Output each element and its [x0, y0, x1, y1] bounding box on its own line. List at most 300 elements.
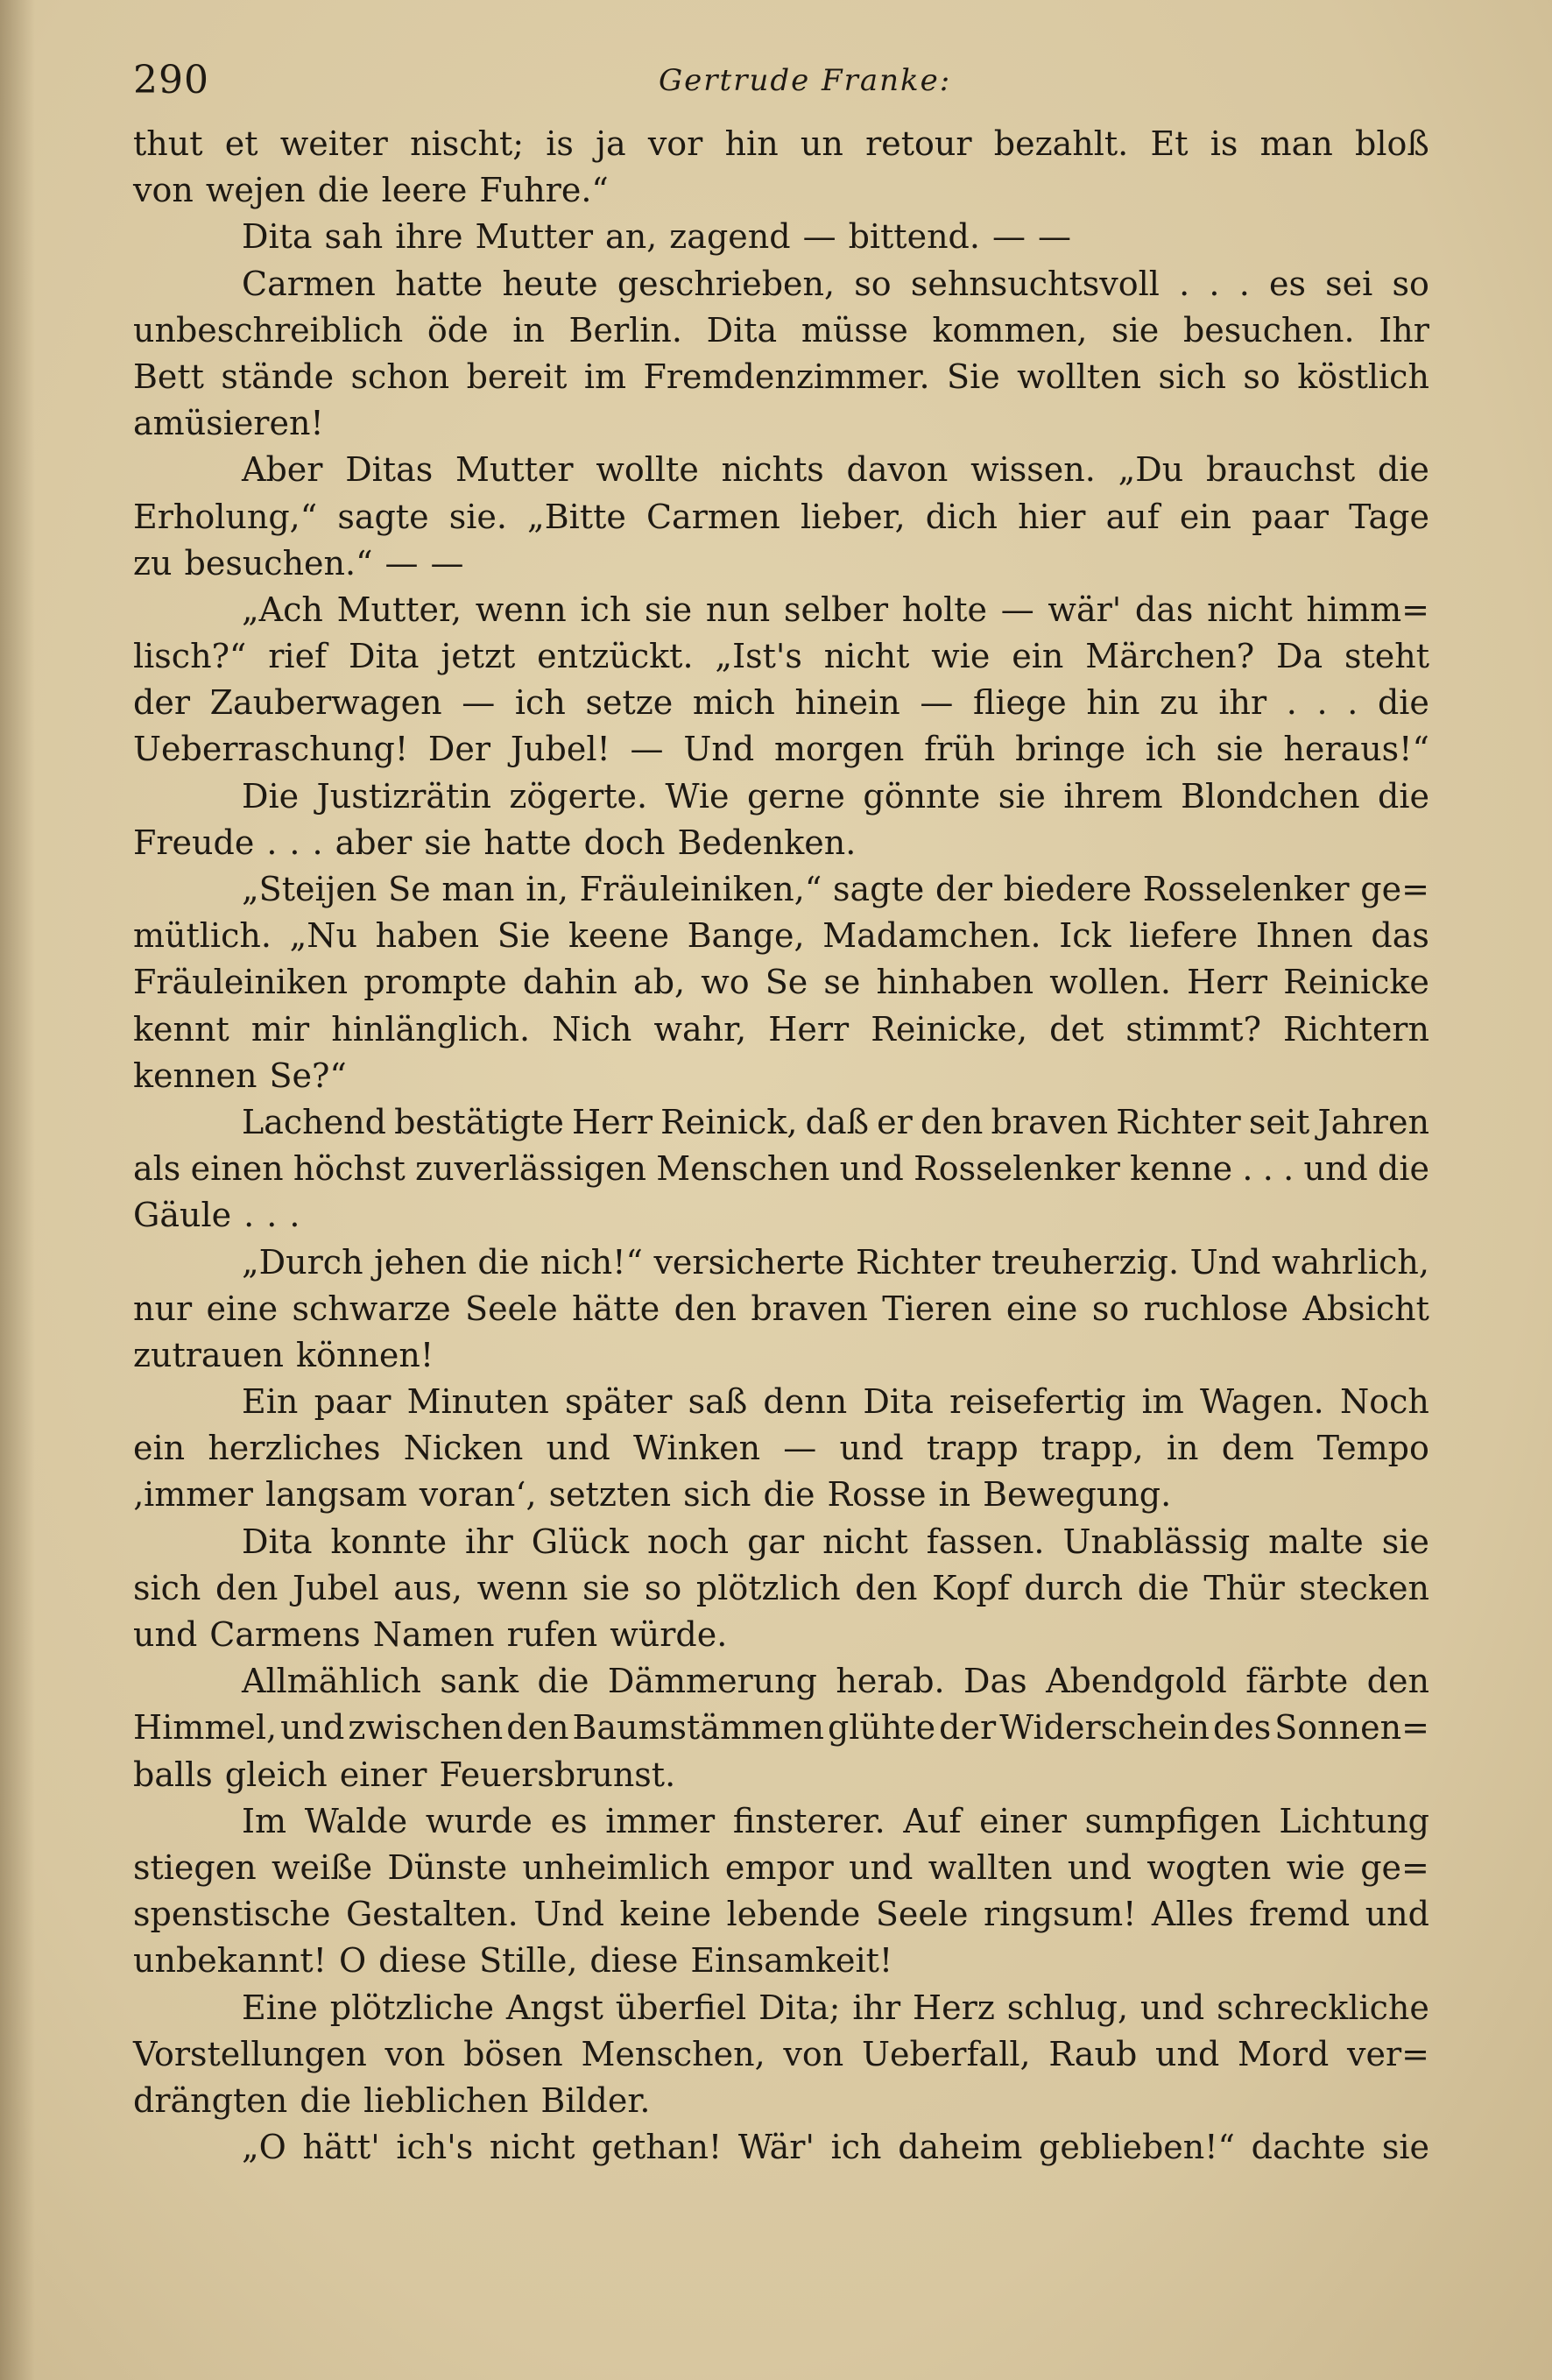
word: Ein	[242, 1382, 299, 1422]
word: ihre	[395, 217, 463, 257]
word: als	[133, 1149, 181, 1189]
word: und	[839, 1429, 904, 1468]
text-line-words	[133, 354, 1429, 400]
word: Carmen	[645, 497, 780, 536]
word: ab,	[633, 963, 686, 1002]
text-line-words	[133, 1146, 1429, 1192]
word: herab.	[836, 1662, 945, 1701]
word: Menschen	[656, 1149, 830, 1189]
word: sei	[1325, 264, 1373, 303]
word: rufen	[506, 1615, 598, 1654]
word: Abendgold	[1046, 1662, 1227, 1701]
word: keene	[568, 916, 669, 956]
word: ihr	[1218, 683, 1267, 723]
word: sagte	[832, 870, 925, 908]
word: Alles	[1151, 1895, 1234, 1934]
word: schon	[350, 357, 450, 396]
word: Seele	[875, 1895, 969, 1934]
word: und	[1139, 1988, 1205, 2027]
word: Bange,	[687, 916, 805, 956]
text-line	[133, 400, 1429, 447]
word: einer	[979, 1801, 1067, 1840]
word: dem	[1221, 1429, 1295, 1468]
word: schreckliche	[1217, 1988, 1429, 2027]
word: die	[1377, 683, 1429, 723]
word: ein	[1012, 637, 1064, 676]
word: Reinicke,	[871, 1009, 1028, 1049]
word: er	[877, 1102, 913, 1141]
word: hätte	[572, 1289, 660, 1328]
word: Jahren	[1317, 1102, 1429, 1141]
word: Und	[1189, 1242, 1261, 1282]
word: Bewegung.	[983, 1475, 1172, 1515]
word: .	[266, 823, 278, 862]
word: bittend.	[848, 217, 980, 257]
word: .	[1179, 264, 1190, 303]
word: kenne	[1130, 1149, 1233, 1189]
word: braven	[751, 1289, 868, 1328]
word: jetzt	[441, 637, 516, 676]
word: Dünste	[387, 1847, 508, 1887]
word: morgen	[773, 730, 905, 769]
word: die	[317, 171, 370, 210]
word: treuherzig.	[991, 1242, 1180, 1282]
word: ringsum!	[984, 1895, 1137, 1934]
word: wo	[701, 963, 750, 1002]
text-line	[133, 1565, 1429, 1612]
text-line-words	[133, 1053, 1429, 1099]
word: .	[1262, 1149, 1273, 1189]
word: kennen	[133, 1056, 257, 1095]
text-line	[133, 1845, 1429, 1891]
word: ich	[580, 590, 631, 629]
word: Glück	[531, 1522, 630, 1561]
word: sich	[683, 1475, 751, 1515]
word: Madamchen.	[822, 916, 1041, 956]
word: Mutter	[475, 217, 594, 257]
word: wie	[931, 637, 991, 676]
word: Richtern	[1283, 1009, 1429, 1049]
word: liefere	[1129, 916, 1238, 956]
word: ein	[1179, 497, 1232, 536]
word: es	[550, 1801, 588, 1840]
text-line	[133, 820, 1429, 866]
word: ihrem	[1063, 776, 1163, 816]
word: .	[1316, 683, 1328, 723]
word: Rosselenker	[914, 1149, 1120, 1189]
word: hatte	[483, 823, 572, 862]
text-line	[133, 261, 1429, 307]
text-line	[133, 1053, 1429, 1099]
word: ich	[514, 683, 566, 723]
word: Absicht	[1302, 1289, 1429, 1328]
word: Se	[765, 963, 808, 1002]
word: wenn	[475, 590, 567, 629]
word: von	[133, 171, 194, 210]
word: —	[462, 683, 496, 723]
word: Rosse	[827, 1475, 927, 1515]
word: besuchen.“	[184, 543, 373, 583]
word: Allmählich	[242, 1662, 421, 1701]
text-line	[133, 494, 1429, 540]
text-line-words	[133, 1006, 1429, 1053]
word: lebende	[726, 1895, 861, 1934]
word: gar	[747, 1522, 805, 1561]
word: Aber	[242, 450, 323, 490]
text-line-words	[242, 1379, 1429, 1425]
word: kennt	[133, 1009, 229, 1049]
word: lisch?“	[133, 637, 247, 676]
word: können!	[296, 1335, 434, 1374]
word: Sie	[947, 357, 1000, 396]
word: leere	[381, 171, 468, 210]
word: Und	[683, 730, 755, 769]
word: retour	[865, 124, 972, 163]
word: „O	[242, 2128, 286, 2167]
word: reisefertig	[949, 1382, 1126, 1422]
word: die	[477, 1242, 530, 1282]
word: Freude	[133, 823, 255, 862]
word: Herr	[1187, 963, 1268, 1002]
word: sumpfigen	[1084, 1801, 1261, 1840]
word: sie	[1381, 2128, 1429, 2167]
text-line	[133, 1006, 1429, 1053]
word: den	[921, 1102, 984, 1141]
word: et	[224, 124, 258, 163]
word: färbte	[1245, 1662, 1349, 1701]
word: setzten	[548, 1475, 672, 1515]
word: hin	[724, 124, 779, 163]
word: nicht	[489, 2128, 575, 2167]
word: früh	[924, 730, 996, 769]
word: im	[583, 357, 627, 396]
word: an,	[605, 217, 658, 257]
text-line	[133, 1612, 1429, 1658]
word: wogten	[1146, 1847, 1272, 1887]
word: Se?“	[269, 1056, 347, 1095]
word: seit	[1248, 1102, 1310, 1141]
word: Dämmerung	[607, 1662, 817, 1701]
word: ihr	[852, 1988, 901, 2027]
text-line	[133, 1472, 1429, 1518]
word: Carmens	[209, 1615, 361, 1654]
word: ge=	[1360, 870, 1429, 908]
word: —	[783, 1429, 817, 1468]
word: nicht	[822, 1522, 908, 1561]
word: wejen	[205, 171, 306, 210]
text-line-words	[133, 1845, 1429, 1891]
word: Stille,	[479, 1941, 578, 1981]
word: Bett	[133, 357, 204, 396]
word: Kopf	[932, 1568, 1010, 1607]
word: und	[849, 1847, 914, 1887]
text-line-words	[133, 494, 1429, 540]
word: prompte	[363, 963, 507, 1002]
word: Ueberfall,	[861, 2034, 1031, 2073]
word: Gäule	[133, 1196, 232, 1235]
word: so	[1243, 357, 1280, 396]
word: Richter	[1116, 1102, 1241, 1141]
text-line-words	[133, 2031, 1429, 2078]
text-line-words	[242, 214, 1429, 260]
word: Richter	[855, 1242, 981, 1282]
word: sie	[1216, 730, 1264, 769]
text-line-words	[242, 1658, 1429, 1705]
word: drängten	[133, 2080, 288, 2120]
word: sich	[133, 1568, 201, 1607]
word: Menschen,	[581, 2034, 765, 2073]
word: braven	[991, 1102, 1109, 1141]
text-line-words	[133, 820, 1429, 866]
text-line	[133, 1146, 1429, 1192]
word: Und	[533, 1895, 605, 1934]
word: .	[289, 1196, 300, 1235]
word: malte	[1268, 1522, 1364, 1561]
word: diese	[589, 1941, 679, 1981]
text-line-words	[133, 633, 1429, 680]
text-line	[133, 1985, 1429, 2031]
word: nichts	[721, 450, 824, 490]
word: wollten	[1017, 357, 1142, 396]
text-line	[133, 447, 1429, 493]
text-line-words	[242, 1239, 1429, 1286]
word: von	[384, 2034, 446, 2073]
word: .	[289, 823, 300, 862]
word: Mord	[1238, 2034, 1330, 2073]
text-line-words	[133, 400, 1429, 447]
word: durch	[1024, 1568, 1124, 1607]
word: amüsieren!	[133, 404, 324, 443]
word: „Nu	[289, 916, 357, 956]
word: und	[1303, 1149, 1368, 1189]
text-line-words	[133, 1332, 1429, 1379]
text-line-words	[133, 913, 1429, 959]
word: rief	[268, 637, 328, 676]
word: sich	[1158, 357, 1226, 396]
text-line	[133, 1099, 1429, 1146]
word: später	[565, 1382, 673, 1422]
word: den	[855, 1568, 918, 1607]
word: Berlin.	[568, 310, 682, 350]
word: konnte	[330, 1522, 448, 1561]
word: sie	[1111, 310, 1160, 350]
text-line	[133, 2124, 1429, 2171]
word: hin	[1086, 683, 1140, 723]
word: einer	[339, 1755, 427, 1794]
word: und	[133, 1615, 198, 1654]
word: Nich	[552, 1009, 632, 1049]
text-line	[133, 214, 1429, 260]
text-line	[133, 1239, 1429, 1286]
page-edge-shadow	[0, 0, 35, 2380]
word: hinlänglich.	[331, 1009, 531, 1049]
word: ruchlose	[1143, 1289, 1289, 1328]
word: zagend	[669, 217, 791, 257]
word: Bedenken.	[677, 823, 857, 862]
word: balls	[133, 1755, 213, 1794]
word: geschrieben,	[617, 264, 836, 303]
word: Minuten	[406, 1382, 549, 1422]
word: öde	[427, 310, 489, 350]
word: wollen.	[1049, 963, 1171, 1002]
word: bestätigte	[394, 1102, 564, 1141]
word: es	[1268, 264, 1306, 303]
text-line	[133, 913, 1429, 959]
page-number: 290	[133, 58, 209, 102]
word: ich	[830, 2128, 882, 2167]
word: daß	[805, 1102, 869, 1141]
text-line-words	[133, 2078, 1429, 2124]
text-line	[133, 354, 1429, 400]
text-line	[133, 2031, 1429, 2078]
text-line-words	[133, 1752, 1429, 1798]
word: himm=	[1306, 590, 1429, 629]
word: entzückt.	[537, 637, 694, 676]
word: Gestalten.	[345, 1895, 519, 1934]
word: dachte	[1251, 2128, 1366, 2167]
word: wahrlich,	[1271, 1242, 1429, 1282]
word: so	[854, 264, 892, 303]
word: Namen	[372, 1615, 495, 1654]
word: ‚immer	[133, 1475, 253, 1515]
text-line	[133, 633, 1429, 680]
text-line-words	[242, 1798, 1429, 1845]
word: ge=	[1360, 1847, 1429, 1887]
text-line-words	[242, 1519, 1429, 1565]
word: fremd	[1249, 1895, 1351, 1934]
word: Zauberwagen	[209, 683, 442, 723]
text-line	[133, 1286, 1429, 1332]
word: Herr	[572, 1102, 653, 1141]
word: .	[1238, 264, 1250, 303]
word: Da	[1275, 637, 1323, 676]
word: brauchst	[1206, 450, 1356, 490]
text-line	[133, 680, 1429, 726]
word: det	[1049, 1009, 1104, 1049]
word: langsam	[265, 1475, 407, 1515]
word: .	[1347, 683, 1358, 723]
word: saß	[688, 1382, 748, 1422]
word: nur	[133, 1289, 193, 1328]
text-line	[133, 167, 1429, 214]
word: den	[215, 1568, 279, 1607]
word: Dita	[242, 217, 313, 257]
word: bringe	[1015, 730, 1125, 769]
word: Blondchen	[1181, 776, 1360, 816]
word: biedere	[1003, 870, 1132, 908]
word: herzliches	[208, 1429, 381, 1468]
word: weiter	[279, 124, 388, 163]
text-line	[133, 1519, 1429, 1565]
word: Thür	[1203, 1568, 1285, 1607]
word: voran‘,	[419, 1475, 537, 1515]
text-line	[133, 307, 1429, 354]
text-line	[133, 1379, 1429, 1425]
word: Erholung,“	[133, 497, 318, 536]
word: man	[1259, 124, 1333, 163]
word: und	[1365, 1895, 1429, 1934]
word: so	[644, 1568, 682, 1607]
word: bezahlt.	[993, 124, 1129, 163]
word: dich	[925, 497, 998, 536]
word: bösen	[463, 2034, 563, 2073]
word: —	[384, 543, 419, 583]
word: noch	[647, 1522, 730, 1561]
word: Sie	[497, 916, 551, 956]
word: müsse	[801, 310, 908, 350]
word: daheim	[898, 2128, 1023, 2167]
word: Himmel,	[133, 1708, 278, 1748]
word: bereit	[466, 357, 568, 396]
word: glühte	[827, 1708, 936, 1748]
word: Mutter,	[336, 590, 462, 629]
word: zuverlässigen	[415, 1149, 646, 1189]
word: kommen,	[932, 310, 1088, 350]
word: Carmen	[242, 264, 376, 303]
word: wahr,	[653, 1009, 747, 1049]
word: Se	[388, 870, 431, 908]
word: höchst	[293, 1149, 406, 1189]
word: so	[1392, 264, 1429, 303]
word: finsterer.	[732, 1801, 885, 1840]
text-line-words	[133, 1938, 1429, 1984]
word: nicht	[823, 637, 910, 676]
word: aber	[335, 823, 413, 862]
word: und	[839, 1149, 904, 1189]
word: trapp,	[1041, 1429, 1144, 1468]
text-line	[133, 2078, 1429, 2124]
text-line	[133, 1752, 1429, 1798]
word: —	[920, 683, 954, 723]
word: Dita	[863, 1382, 934, 1422]
word: Et	[1150, 124, 1189, 163]
word: doch	[583, 823, 666, 862]
word: nich!“	[540, 1242, 643, 1282]
text-line-words	[242, 447, 1429, 493]
body-text	[133, 121, 1429, 2171]
word: Justizrätin	[316, 776, 491, 816]
word: Ihr	[1379, 310, 1429, 350]
word: Wie	[665, 776, 730, 816]
word: se	[823, 963, 861, 1002]
text-line-words	[242, 587, 1429, 633]
word: Bilder.	[540, 2080, 651, 2120]
word: im	[1141, 1382, 1184, 1422]
word: Herr	[768, 1009, 850, 1049]
word: sie	[424, 823, 472, 862]
word: mütlich.	[133, 916, 272, 956]
word: un	[800, 124, 843, 163]
word: fassen.	[926, 1522, 1045, 1561]
word: ihr	[465, 1522, 513, 1561]
word: zu	[1160, 683, 1199, 723]
word: gerne	[746, 776, 845, 816]
word: zutrauen	[133, 1335, 285, 1374]
word: wär'	[1048, 590, 1122, 629]
word: sie	[1381, 1522, 1429, 1561]
text-line-words	[133, 1286, 1429, 1332]
word: Noch	[1339, 1382, 1429, 1422]
word: den	[674, 1289, 737, 1328]
text-line	[133, 1658, 1429, 1705]
word: is	[1210, 124, 1238, 163]
word: is	[546, 124, 574, 163]
text-line-words	[133, 307, 1429, 354]
word: „Ach	[242, 590, 323, 629]
word: man	[441, 870, 515, 908]
word: sank	[440, 1662, 519, 1701]
word: der	[935, 870, 992, 908]
